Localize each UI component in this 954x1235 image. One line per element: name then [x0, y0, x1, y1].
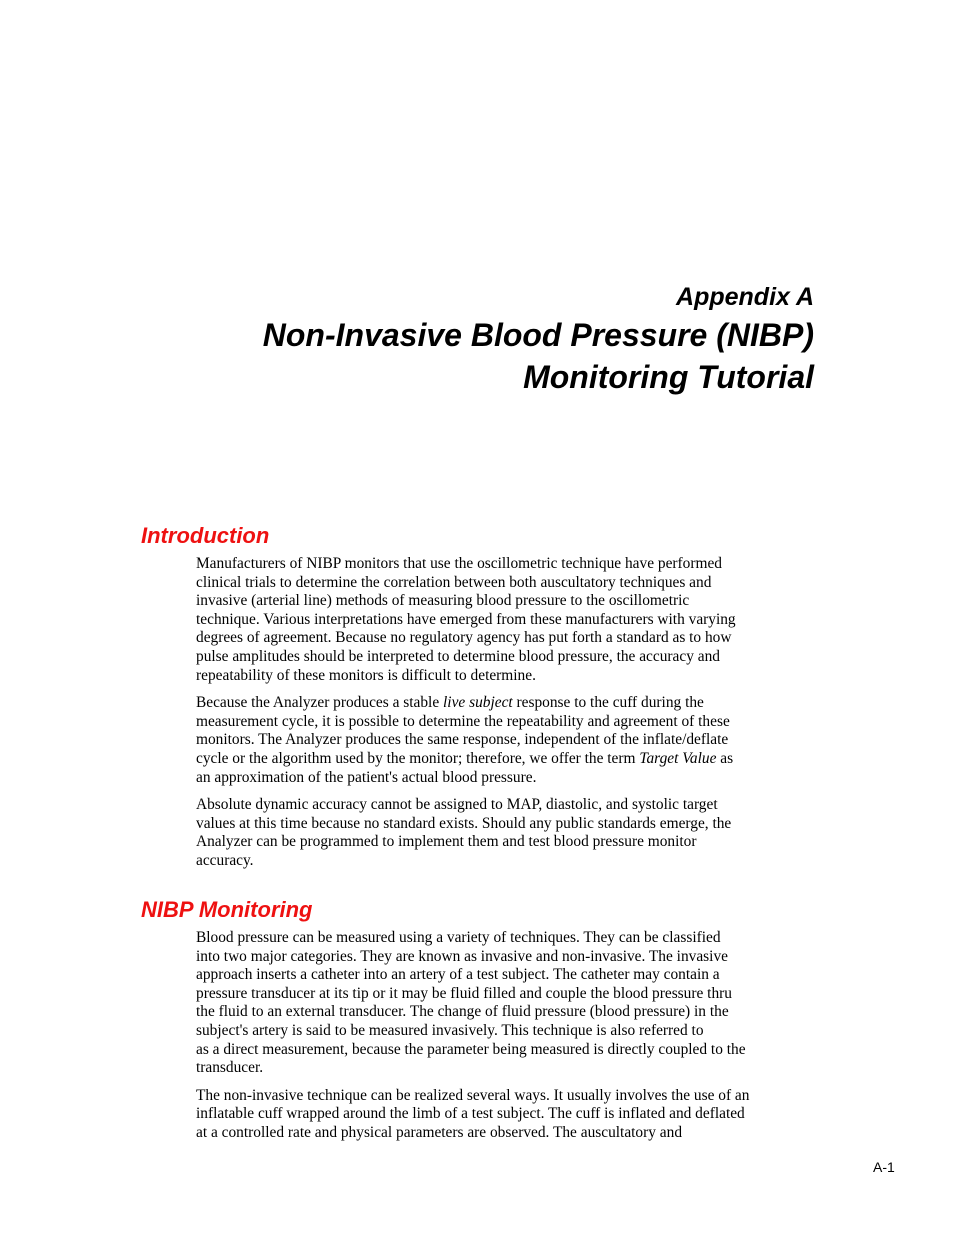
text-run: Because the Analyzer produces a stable: [196, 694, 444, 712]
text-line: at a controlled rate and physical parameters are observed. The auscultatory and: [196, 1123, 683, 1141]
text-line: technique. Various interpretations have emerged from these manufacturers with varying: [196, 610, 736, 628]
text-line: measurement cycle, it is possible to determine the repeatability and agreement of these: [196, 712, 730, 730]
chapter-title: [263, 314, 814, 398]
chapter-title-line: Non-Invasive Blood Pressure (NIBP): [262, 317, 814, 353]
section-heading-introduction: Introduction: [141, 523, 270, 548]
text-line: Manufacturers of NIBP monitors that use the oscillometric technique have performed: [196, 555, 722, 572]
emphasis-live-subject: live subject: [443, 694, 513, 712]
text-line: Blood pressure can be measured using a variety of techniques. They can be classified: [196, 929, 721, 946]
introduction-paragraph-1: [196, 555, 818, 685]
text-line: values at this time because no standard exists. Should any public standards emerge, the: [196, 814, 732, 832]
text-line: approach inserts a catheter into an artery of a test subject. The catheter may contain a: [196, 966, 720, 984]
text-line: repeatability of these monitors is difficult to determine.: [196, 666, 536, 684]
text-line: pulse amplitudes should be interpreted to determine blood pressure, the accuracy and: [196, 647, 720, 665]
text-line: the fluid to an external transducer. The change of fluid pressure (blood pressure) in the: [196, 1003, 729, 1021]
text-line: as a direct measurement, because the parameter being measured is directly coupled to the: [196, 1040, 746, 1058]
nibp-paragraph-1: [196, 929, 818, 1078]
introduction-paragraph-2: [196, 694, 818, 787]
introduction-paragraph-3: [196, 796, 818, 870]
emphasis-target-value: Target Value: [639, 749, 717, 767]
nibp-monitoring-body: [196, 929, 818, 1152]
text-line: transducer.: [196, 1059, 264, 1077]
chapter-title-line: Monitoring Tutorial: [523, 359, 814, 395]
text-line: [196, 694, 818, 713]
text-line: Analyzer can be programmed to implement them and test blood pressure monitor: [196, 833, 697, 851]
text-line: The non-invasive technique can be realized several ways. It usually involves the use of an: [196, 1086, 750, 1104]
text-line: degrees of agreement. Because no regulatory agency has put forth a standard as to how: [196, 629, 732, 647]
nibp-paragraph-2: [196, 1087, 818, 1143]
appendix-label: Appendix A: [676, 283, 814, 311]
text-line: into two major categories. They are known as invasive and non-invasive. The invasive: [196, 947, 728, 965]
section-heading-nibp-monitoring: NIBP Monitoring: [141, 897, 313, 922]
text-line: [196, 750, 818, 769]
text-line: subject's artery is said to be measured invasively. This technique is also referred to: [196, 1021, 704, 1039]
page-number: A-1: [873, 1159, 895, 1175]
text-run: response to the cuff during the: [512, 694, 704, 712]
text-run: cycle or the algorithm used by the monitor; therefore, we offer the term: [196, 749, 640, 767]
text-line: Absolute dynamic accuracy cannot be assigned to MAP, diastolic, and systolic target: [196, 796, 718, 814]
text-line: monitors. The Analyzer produces the same response, independent of the inflate/deflate: [196, 731, 729, 749]
text-line: inflatable cuff wrapped around the limb of a test subject. The cuff is inflated and deflated: [196, 1105, 745, 1123]
text-line: clinical trials to determine the correlation between both auscultatory techniques and: [196, 573, 712, 591]
text-line: accuracy.: [196, 851, 254, 869]
text-line: pressure transducer at its tip or it may be fluid filled and couple the blood pressure thru: [196, 984, 732, 1002]
text-line: an approximation of the patient's actual blood pressure.: [196, 768, 537, 786]
text-run: as: [716, 749, 734, 767]
text-line: invasive (arterial line) methods of measuring blood pressure to the oscillometric: [196, 592, 690, 610]
introduction-body: [196, 555, 818, 880]
